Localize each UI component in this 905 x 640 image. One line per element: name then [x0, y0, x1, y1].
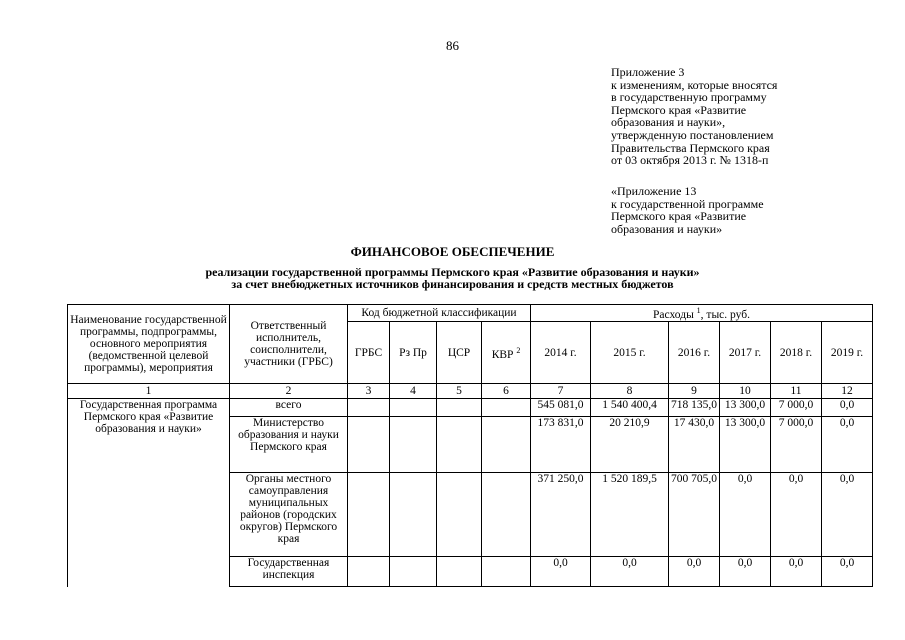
- value-cell: 7 000,0: [771, 417, 822, 473]
- appendix-13-line: образования и науки»: [611, 221, 723, 236]
- value-cell: 1 540 400,4: [591, 399, 669, 417]
- value-cell: 718 135,0: [669, 399, 720, 417]
- value-cell: 0,0: [822, 417, 873, 473]
- appendix-3-line: в государственную программу: [611, 90, 767, 105]
- header-expenses-label: Расходы: [653, 308, 694, 321]
- header-year-2014: 2014 г.: [531, 322, 591, 384]
- page-number: 86: [446, 38, 459, 53]
- header-year-2017: 2017 г.: [720, 322, 771, 384]
- document-subtitle-line-1: реализации государственной программы Пермского края «Развитие образования и науки»: [205, 265, 700, 279]
- empty-cell: [390, 417, 437, 473]
- empty-cell: [348, 557, 390, 587]
- appendix-3-line: Пермского края «Развитие: [611, 102, 747, 117]
- empty-cell: [390, 557, 437, 587]
- appendix-3-line: от 03 октября 2013 г. № 1318-п: [611, 153, 769, 168]
- value-cell: 0,0: [822, 399, 873, 417]
- header-expenses-unit: , тыс. руб.: [700, 308, 750, 321]
- column-number: 2: [230, 384, 348, 399]
- appendix-3-line: утвержденную постановлением: [611, 127, 774, 142]
- value-cell: 20 210,9: [591, 417, 669, 473]
- header-kvr: [482, 322, 531, 384]
- value-cell: 1 520 189,5: [591, 473, 669, 557]
- header-rzpr: Рз Пр: [390, 322, 437, 384]
- appendix-3-line: Приложение 3: [611, 65, 685, 79]
- header-kvr-sup: 2: [516, 345, 521, 355]
- document-subtitle-line-2: за счет внебюджетных источников финансирования и средств местных бюджетов: [231, 277, 674, 291]
- empty-cell: [437, 557, 482, 587]
- empty-cell: [482, 417, 531, 473]
- header-expenses-sup: 1: [696, 306, 701, 316]
- header-executor: Ответственный исполнитель, соисполнители, участники (ГРБС): [230, 305, 348, 384]
- table-row: [68, 399, 873, 417]
- empty-cell: [437, 399, 482, 417]
- header-budget-code: Код бюджетной классификации: [348, 305, 531, 322]
- empty-cell: [348, 417, 390, 473]
- value-cell: 0,0: [822, 557, 873, 587]
- value-cell: 17 430,0: [669, 417, 720, 473]
- value-cell: 7 000,0: [771, 399, 822, 417]
- executor-cell: Органы местного самоуправления муниципальных районов (городских округов) Пермского края: [230, 473, 348, 557]
- value-cell: 700 705,0: [669, 473, 720, 557]
- appendix-13-line: «Приложение 13: [611, 184, 697, 198]
- empty-cell: [437, 417, 482, 473]
- column-number: 6: [482, 384, 531, 399]
- column-number: 7: [531, 384, 591, 399]
- column-number: 5: [437, 384, 482, 399]
- column-number: 11: [771, 384, 822, 399]
- column-number: 1: [68, 384, 230, 399]
- value-cell: 0,0: [771, 557, 822, 587]
- appendix-13-block: [611, 185, 764, 235]
- value-cell: 0,0: [531, 557, 591, 587]
- appendix-13-line: Пермского края «Развитие: [611, 209, 747, 224]
- empty-cell: [348, 399, 390, 417]
- header-expenses: [531, 305, 873, 322]
- appendix-3-line: Правительства Пермского края: [611, 140, 770, 155]
- empty-cell: [482, 399, 531, 417]
- empty-cell: [390, 399, 437, 417]
- value-cell: 0,0: [591, 557, 669, 587]
- header-year-2018: 2018 г.: [771, 322, 822, 384]
- value-cell: 0,0: [822, 473, 873, 557]
- appendix-3-line: образования и науки»,: [611, 115, 726, 130]
- header-year-2019: 2019 г.: [822, 322, 873, 384]
- program-name-cell: Государственная программа Пермского края «Развитие образования и науки»: [68, 399, 230, 587]
- executor-cell: Министерство образования и науки Пермского края: [230, 417, 348, 473]
- appendix-3-line: к изменениям, которые вносятся: [611, 77, 778, 92]
- value-cell: 13 300,0: [720, 417, 771, 473]
- empty-cell: [348, 473, 390, 557]
- value-cell: 0,0: [720, 473, 771, 557]
- header-grbs: ГРБС: [348, 322, 390, 384]
- header-year-2016: 2016 г.: [669, 322, 720, 384]
- column-number: 4: [390, 384, 437, 399]
- column-number: 3: [348, 384, 390, 399]
- header-kvr-label: КВР: [491, 348, 514, 361]
- column-number: 9: [669, 384, 720, 399]
- empty-cell: [482, 473, 531, 557]
- value-cell: 13 300,0: [720, 399, 771, 417]
- empty-cell: [482, 557, 531, 587]
- executor-cell: Государственная инспекция: [230, 557, 348, 587]
- executor-cell: всего: [230, 399, 348, 417]
- header-csr: ЦСР: [437, 322, 482, 384]
- empty-cell: [390, 473, 437, 557]
- column-number: 12: [822, 384, 873, 399]
- document-title: ФИНАНСОВОЕ ОБЕСПЕЧЕНИЕ: [350, 244, 555, 259]
- appendix-3-block: [611, 66, 777, 167]
- column-number: 10: [720, 384, 771, 399]
- value-cell: 0,0: [771, 473, 822, 557]
- empty-cell: [437, 473, 482, 557]
- financing-table: [67, 304, 873, 587]
- column-number: 8: [591, 384, 669, 399]
- header-name: Наименование государственной программы, подпрограммы, основного мероприятия (ведомственной целевой программы), мероприятия: [68, 305, 230, 384]
- appendix-13-line: к государственной программе: [611, 196, 764, 211]
- value-cell: 0,0: [720, 557, 771, 587]
- header-year-2015: 2015 г.: [591, 322, 669, 384]
- value-cell: 545 081,0: [531, 399, 591, 417]
- value-cell: 371 250,0: [531, 473, 591, 557]
- value-cell: 173 831,0: [531, 417, 591, 473]
- value-cell: 0,0: [669, 557, 720, 587]
